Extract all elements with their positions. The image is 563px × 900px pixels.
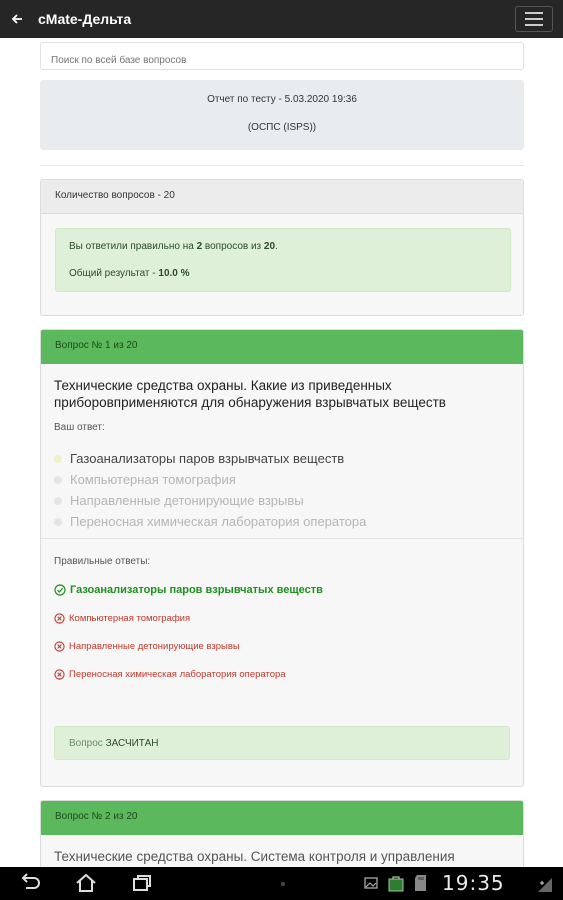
- store-icon: [388, 874, 404, 892]
- answer-option[interactable]: Компьютерная томография: [54, 472, 236, 487]
- question-2-text: Технические средства охраны. Система контроля и управления: [54, 849, 455, 864]
- nav-dot: [281, 882, 285, 886]
- x-circle-icon: [54, 641, 65, 652]
- x-circle-icon: [54, 669, 65, 680]
- question-1-header: Вопрос № 1 из 20: [41, 330, 523, 364]
- question-status-alert: Вопрос ЗАСЧИТАН: [54, 726, 510, 760]
- question-card-2: [40, 800, 524, 867]
- report-title: Отчет по тесту - 5.03.2020 19:36: [207, 94, 357, 105]
- nav-recents-icon[interactable]: [130, 872, 154, 894]
- menu-button[interactable]: [515, 6, 553, 32]
- overall-result-text: Общий результат - 10.0 %: [69, 268, 190, 279]
- divider: [40, 165, 524, 166]
- status-time: 19:35: [442, 871, 505, 895]
- correct-count-text: Вы ответили правильно на 2 вопросов из 20.: [69, 241, 278, 252]
- answer-option[interactable]: Переносная химическая лаборатория оператора: [54, 514, 366, 529]
- back-button[interactable]: [0, 0, 34, 38]
- radio-icon: [54, 476, 62, 484]
- radio-icon: [54, 518, 62, 526]
- question-2-header: Вопрос № 2 из 20: [41, 801, 523, 835]
- radio-icon: [54, 497, 62, 505]
- divider: [41, 538, 523, 539]
- gallery-icon: [364, 876, 378, 890]
- main-content: [0, 38, 563, 867]
- nav-home-icon[interactable]: [74, 872, 98, 894]
- summary-alert: [55, 228, 511, 292]
- answer-option[interactable]: Газоанализаторы паров взрывчатых веществ: [54, 451, 344, 466]
- hamburger-menu-icon: [525, 12, 543, 14]
- wrong-answer: Направленные детонирующие взрывы: [54, 641, 240, 652]
- app-bar: [0, 0, 563, 38]
- nav-back-icon[interactable]: [18, 872, 42, 894]
- correct-answers-label: Правильные ответы:: [54, 556, 151, 567]
- report-subtitle: (ОСПС (ISPS)): [247, 122, 317, 133]
- summary-header: Количество вопросов - 20: [41, 180, 523, 214]
- wrong-answer: Переносная химическая лаборатория оператора: [54, 669, 286, 680]
- arrow-left-icon: [10, 12, 24, 26]
- question-card-1: [40, 329, 524, 787]
- your-answer-label: Ваш ответ:: [54, 422, 105, 433]
- radio-selected-icon: [54, 455, 62, 463]
- question-1-text: Технические средства охраны. Какие из приведенных приборовприменяются для обнаружения взрывчатых веществ: [54, 378, 446, 410]
- correct-answer: Газоанализаторы паров взрывчатых веществ: [54, 584, 323, 596]
- sd-card-icon: [414, 874, 428, 892]
- app-title: cMate-Дельта: [38, 11, 132, 27]
- phone-signal-icon: [536, 875, 554, 893]
- answer-option[interactable]: Направленные детонирующие взрывы: [54, 493, 304, 508]
- x-circle-icon: [54, 613, 65, 624]
- check-circle-icon: [54, 584, 66, 596]
- search-input[interactable]: [40, 42, 524, 70]
- wrong-answer: Компьютерная томография: [54, 613, 190, 624]
- report-panel: [40, 80, 524, 150]
- summary-card: [40, 179, 524, 316]
- system-nav-bar: [0, 867, 563, 900]
